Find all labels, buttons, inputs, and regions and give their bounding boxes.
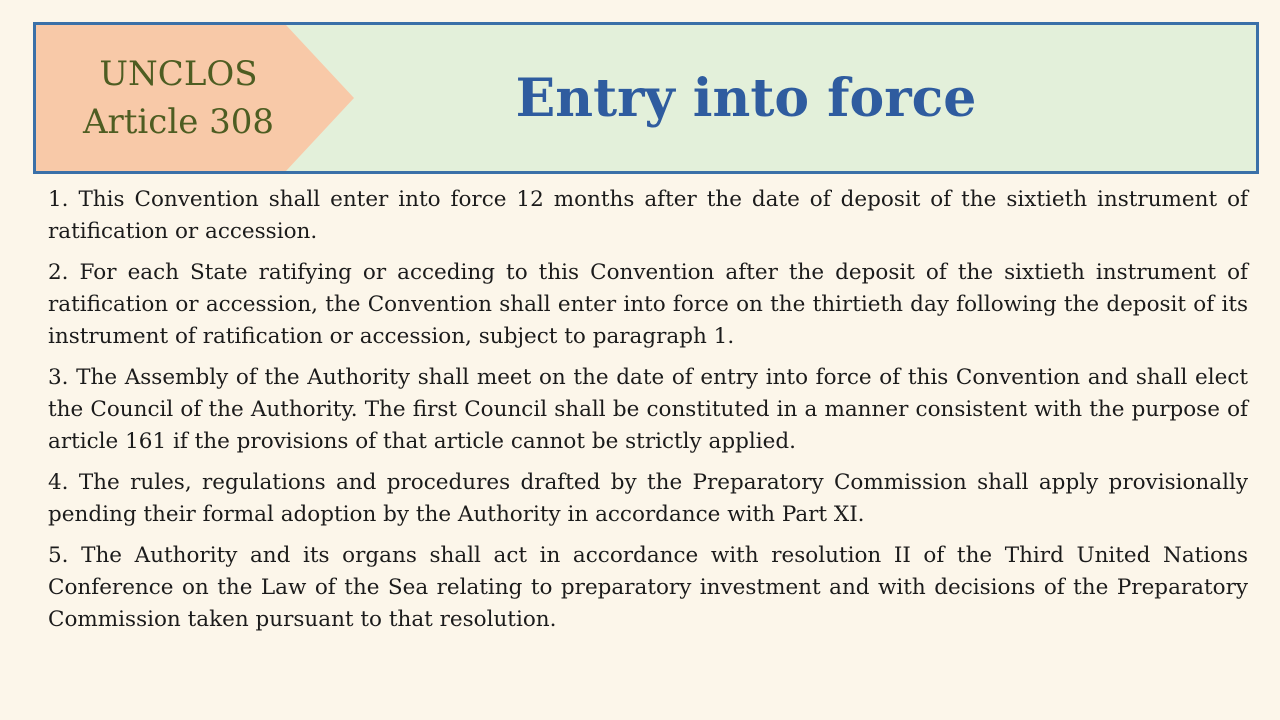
label-line-article-number: Article 308: [82, 102, 275, 142]
paragraph-1: 1. This Convention shall enter into force 12 months after the date of deposit of the sixtieth instrument of ratification or accession.: [48, 187, 1248, 244]
paragraph-3: 3. The Assembly of the Authority shall meet on the date of entry into force of this Convention and shall elect the Council of the Authority. The first Council shall be constituted in a manner consistent with the purpose of article 161 if the provisions of that article cannot be strictly applied.: [48, 365, 1248, 454]
paragraph-5: 5. The Authority and its organs shall act in accordance with resolution II of the Third United Nations Conference on the Law of the Sea relating to preparatory investment and with decisions of the Preparatory Commission taken pursuant to that resolution.: [48, 543, 1248, 632]
title-banner: [33, 22, 1259, 174]
label-line-unclos: UNCLOS: [99, 54, 258, 94]
paragraph-2: 2. For each State ratifying or acceding to this Convention after the deposit of the sixtieth instrument of ratification or accession, the Convention shall enter into force on the thirtieth day following the deposit of its instrument of ratification or accession, subject to paragraph 1.: [48, 260, 1248, 349]
article-label: [36, 25, 321, 171]
paragraph-4: 4. The rules, regulations and procedures drafted by the Preparatory Commission shall apply provisionally pending their formal adoption by the Authority in accordance with Part XI.: [48, 470, 1248, 527]
article-body: [48, 184, 1248, 645]
page-title: Entry into force: [515, 67, 977, 129]
